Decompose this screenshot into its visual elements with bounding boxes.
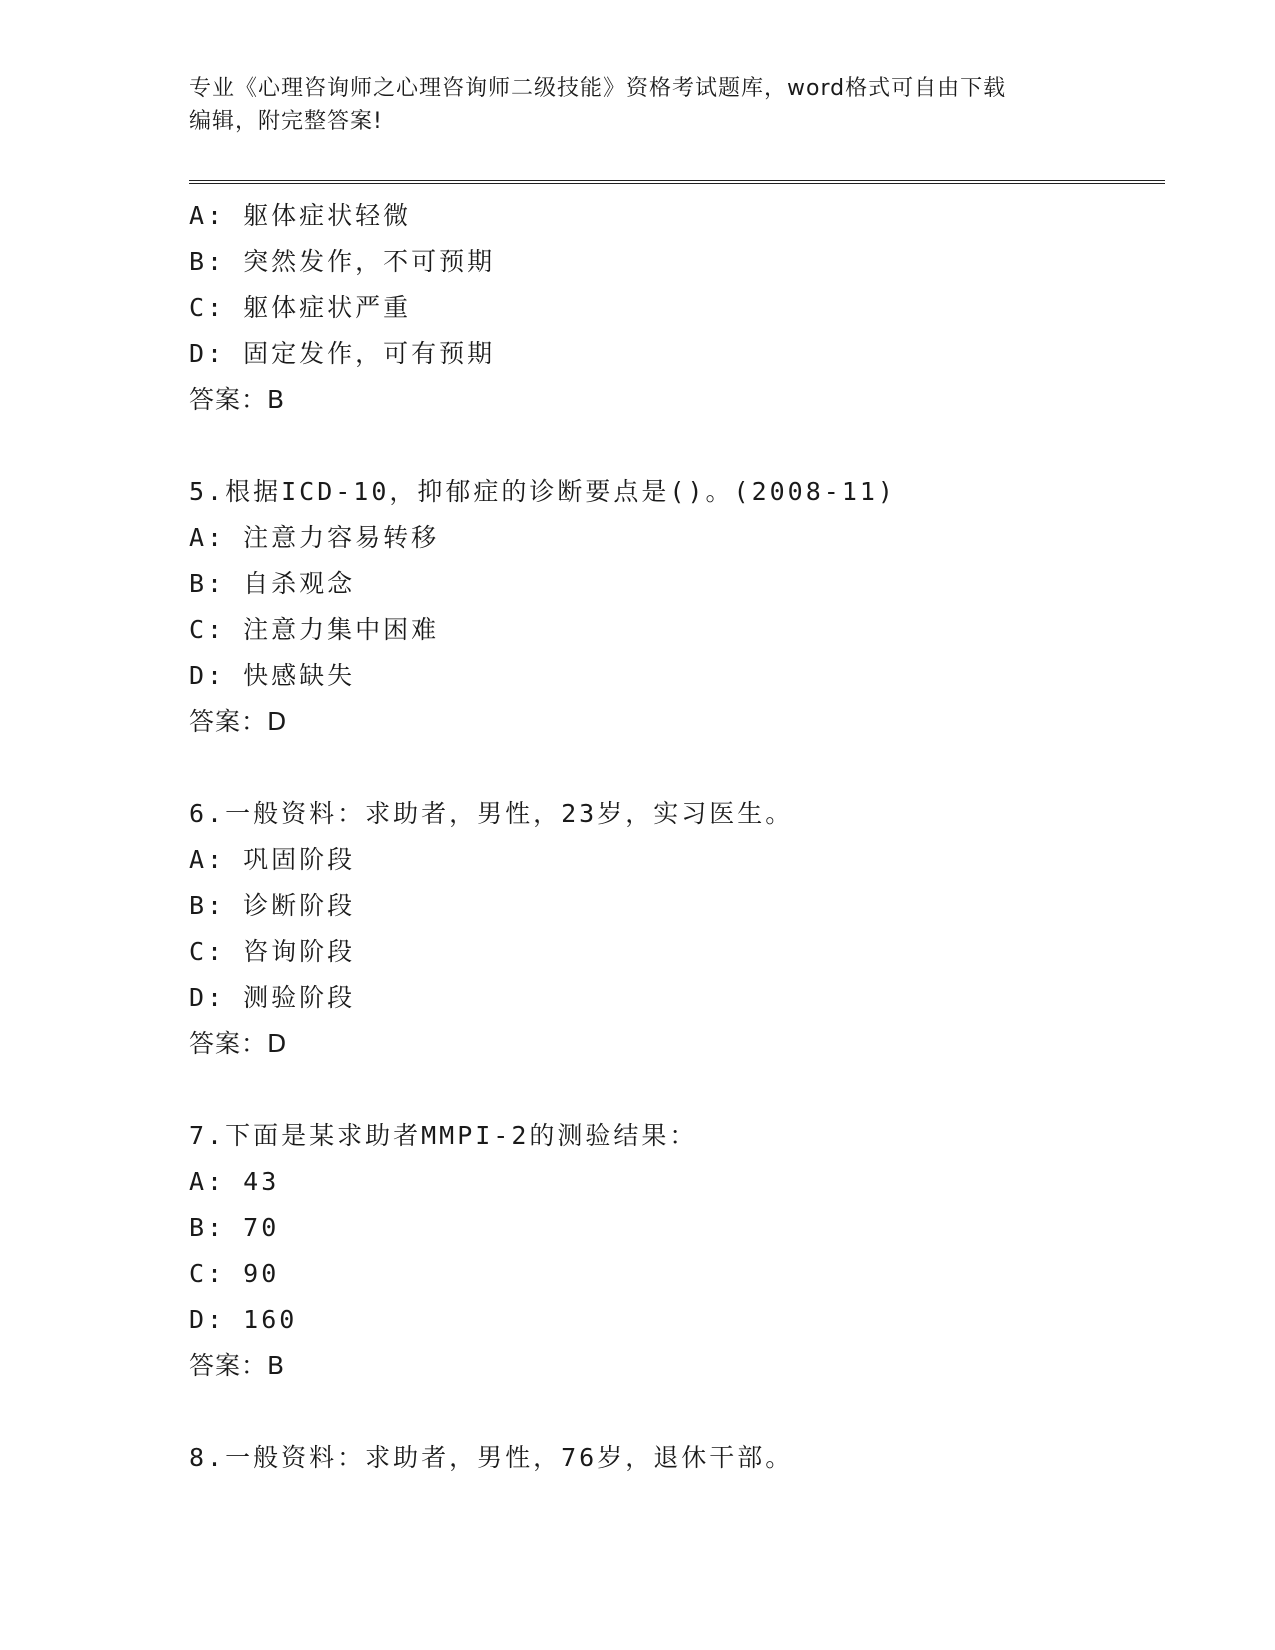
question-text: 5.根据ICD-10，抑郁症的诊断要点是()。(2008-11) — [189, 477, 896, 506]
header-line-1: 专业《心理咨询师之心理咨询师二级技能》资格考试题库，word格式可自由下载 — [189, 76, 1007, 101]
option-b: B: 70 — [189, 1213, 280, 1242]
question-6 — [189, 791, 1165, 1067]
answer-line: 答案：B — [189, 385, 286, 414]
question-4 — [189, 193, 1165, 423]
question-list — [189, 193, 1165, 1481]
document-header — [189, 72, 1089, 138]
question-text: 7.下面是某求助者MMPI-2的测验结果： — [189, 1121, 698, 1150]
option-a: A: 巩固阶段 — [189, 845, 356, 874]
option-d: D: 测验阶段 — [189, 983, 356, 1012]
question-text: 8.一般资料：求助者，男性，76岁，退休干部。 — [189, 1443, 794, 1472]
header-line-2: 编辑，附完整答案! — [189, 109, 383, 134]
answer-line: 答案：B — [189, 1351, 286, 1380]
answer-line: 答案：D — [189, 1029, 288, 1058]
option-b: B: 自杀观念 — [189, 569, 356, 598]
option-c: C: 咨询阶段 — [189, 937, 356, 966]
option-a: A: 43 — [189, 1167, 280, 1196]
option-d: D: 快感缺失 — [189, 661, 356, 690]
option-a: A: 注意力容易转移 — [189, 523, 440, 552]
option-c: C: 注意力集中困难 — [189, 615, 440, 644]
option-b: B: 诊断阶段 — [189, 891, 356, 920]
answer-line: 答案：D — [189, 707, 288, 736]
option-c: C: 90 — [189, 1259, 280, 1288]
question-7 — [189, 1113, 1165, 1389]
option-d: D: 固定发作，可有预期 — [189, 339, 496, 368]
option-c: C: 躯体症状严重 — [189, 293, 412, 322]
question-8 — [189, 1435, 1165, 1481]
option-d: D: 160 — [189, 1305, 298, 1334]
question-text: 6.一般资料：求助者，男性，23岁，实习医生。 — [189, 799, 794, 828]
question-5 — [189, 469, 1165, 745]
option-b: B: 突然发作，不可预期 — [189, 247, 496, 276]
option-a: A: 躯体症状轻微 — [189, 201, 412, 230]
header-divider — [189, 180, 1165, 184]
